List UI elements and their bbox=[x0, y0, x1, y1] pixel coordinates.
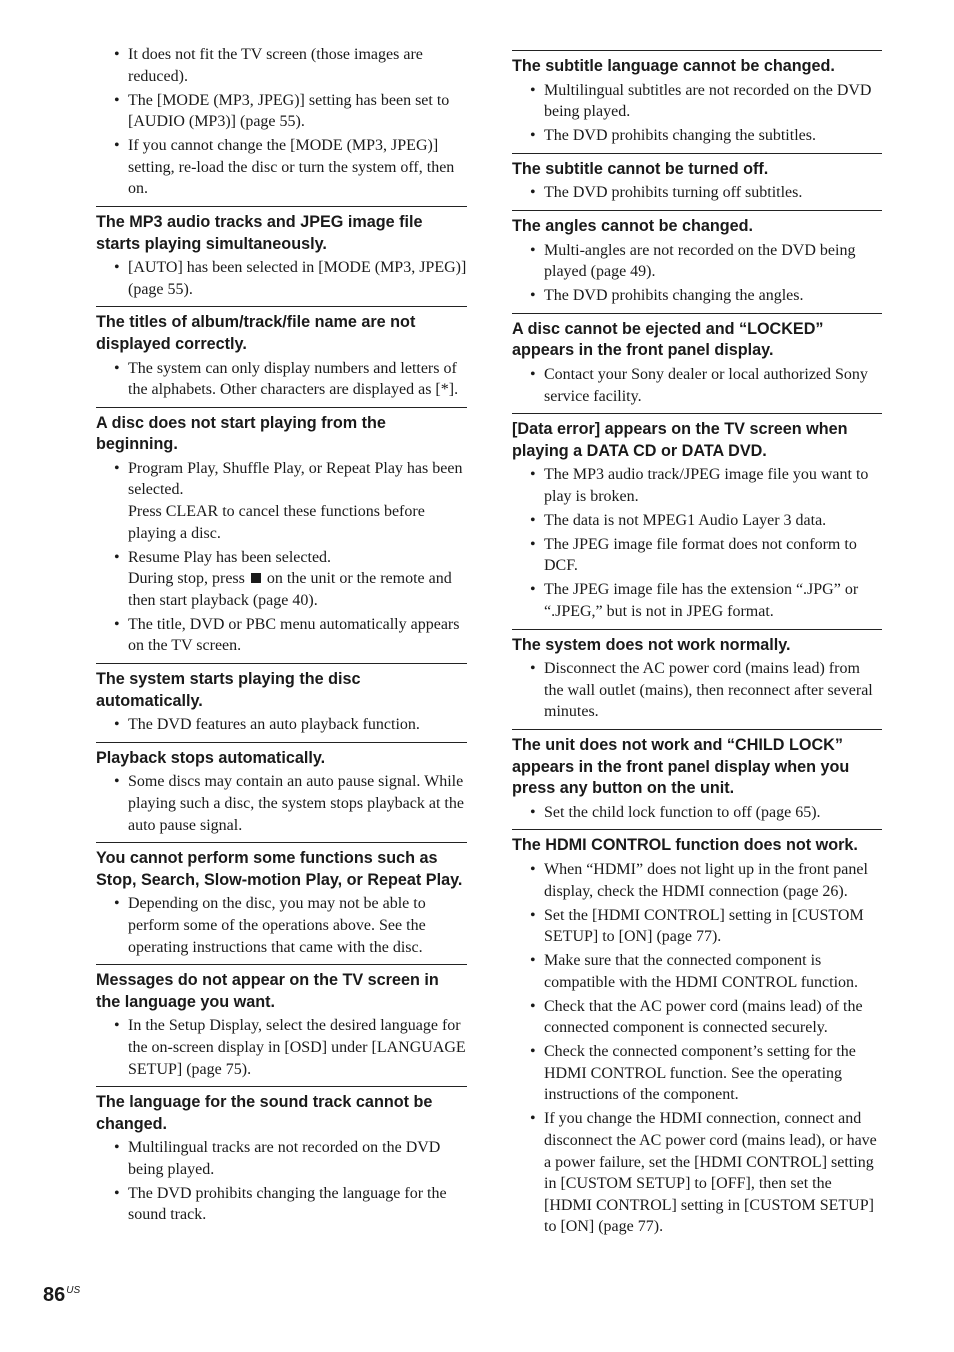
list-item: • Make sure that the connected component is compatible with the HDMI CONTROL function. bbox=[530, 952, 859, 991]
item-text: The DVD prohibits changing the subtitles. bbox=[544, 127, 816, 145]
list-item: • Resume Play has been selected. During stop, press on the unit or the remote and then start playback (page 40). bbox=[96, 547, 467, 612]
bullet-list bbox=[96, 458, 467, 657]
section-heading: The MP3 audio tracks and JPEG image file starts playing simultaneously. bbox=[96, 212, 423, 253]
section-starts-automatically bbox=[96, 663, 467, 736]
item-text: Multi-angles are not recorded on the DVD being played (page 49). bbox=[544, 241, 856, 281]
list-item: • Set the child lock function to off (page 65). bbox=[530, 803, 821, 821]
section-playback-stops bbox=[96, 742, 467, 836]
list-item: • Set the [HDMI CONTROL] setting in [CUSTOM SETUP] to [ON] (page 77). bbox=[530, 906, 864, 946]
bullet-list bbox=[96, 714, 467, 736]
section-data-error bbox=[512, 413, 882, 623]
bullet-list bbox=[512, 80, 882, 147]
section-heading: The subtitle language cannot be changed. bbox=[512, 57, 835, 75]
list-item: • [AUTO] has been selected in [MODE (MP3, JPEG)] (page 55). bbox=[114, 259, 467, 298]
item-text: In the Setup Display, select the desired language for the on-screen display in [OSD] under [LANGUAGE SETUP] (page 75). bbox=[128, 1017, 466, 1078]
bullet-list bbox=[512, 364, 882, 407]
item-text: Depending on the disc, you may not be able to perform some of the operations above. See the operating instructions that came with the disc. bbox=[128, 895, 426, 956]
item-text: The JPEG image file has the extension “.JPG” or “.JPEG,” but is not in JPEG format. bbox=[544, 581, 859, 621]
section-disc-not-from-beginning bbox=[96, 407, 467, 657]
item-text: When “HDMI” does not light up in the front panel display, check the HDMI connection (page 26). bbox=[544, 860, 868, 900]
section-heading: The titles of album/track/file name are not displayed correctly. bbox=[96, 313, 416, 353]
section-heading: The angles cannot be changed. bbox=[512, 216, 754, 235]
item-text: Program Play, Shuffle Play, or Repeat Play has been selected. bbox=[128, 459, 463, 499]
item-text: Set the [HDMI CONTROL] setting in [CUSTOM SETUP] to [ON] (page 77). bbox=[544, 906, 864, 946]
stop-icon bbox=[251, 573, 261, 583]
section-heading: Playback stops automatically. bbox=[96, 748, 326, 767]
list-item: • If you change the HDMI connection, connect and disconnect the AC power cord (mains lead), or have a power failure, set the [HDMI CONTROL] setting in [CUSTOM SETUP] to [OFF], then set the [HDMI CONTROL] setting in [CUSTOM SETUP] to [ON] (page 77). bbox=[530, 1110, 877, 1236]
bullet-list bbox=[96, 44, 467, 200]
section-messages-language bbox=[96, 964, 467, 1080]
list-item: • The [MODE (MP3, JPEG)] setting has been set to [AUDIO (MP3)] (page 55). bbox=[114, 91, 450, 131]
item-text: Multilingual subtitles are not recorded on the DVD being played. bbox=[544, 81, 872, 121]
item-text: The DVD features an auto playback function. bbox=[128, 716, 420, 734]
list-item: • The system can only display numbers and letters of the alphabets. Other characters are displayed as [*]. bbox=[114, 359, 459, 399]
item-text: [AUTO] has been selected in [MODE (MP3, JPEG)] (page 55). bbox=[128, 259, 467, 298]
list-item: • Multilingual tracks are not recorded on the DVD being played. bbox=[114, 1139, 441, 1178]
bullet-list bbox=[96, 893, 467, 958]
item-text: The system can only display numbers and letters of the alphabets. Other characters are displayed as [*]. bbox=[128, 359, 459, 399]
section-heading: You cannot perform some functions such as Stop, Search, Slow-motion Play, or Repeat Play. bbox=[96, 849, 463, 889]
list-item: • Multi-angles are not recorded on the DVD being played (page 49). bbox=[530, 241, 856, 281]
bullet-list bbox=[96, 358, 467, 401]
item-text: The data is not MPEG1 Audio Layer 3 data. bbox=[544, 511, 827, 529]
list-item: • If you cannot change the [MODE (MP3, JPEG)] setting, re-load the disc or turn the system off, then on. bbox=[114, 137, 455, 198]
page-number-suffix: US bbox=[66, 1285, 81, 1296]
left-column bbox=[96, 44, 467, 1228]
section-heading: The system does not work normally. bbox=[512, 635, 791, 654]
section-system-abnormal bbox=[512, 629, 882, 723]
list-item: • Depending on the disc, you may not be able to perform some of the operations above. See the operating instructions that came with the disc. bbox=[114, 895, 426, 956]
item-text: The MP3 audio track/JPEG image file you want to play is broken. bbox=[544, 466, 869, 505]
section-sound-track-language bbox=[96, 1086, 467, 1226]
item-text: Resume Play has been selected. bbox=[128, 548, 332, 566]
list-item: • The MP3 audio track/JPEG image file you want to play is broken. bbox=[530, 466, 869, 505]
section-child-lock bbox=[512, 729, 882, 823]
bullet-list bbox=[512, 802, 882, 824]
item-text: If you change the HDMI connection, connect and disconnect the AC power cord (mains lead), or have a power failure, set the [HDMI CONTROL] setting in [CUSTOM SETUP] to [OFF], then set the [HDMI CONTROL] setting in [CUSTOM SETUP] to [ON] (page 77). bbox=[544, 1110, 877, 1236]
list-item: • In the Setup Display, select the desired language for the on-screen display in [OSD] under [LANGUAGE SETUP] (page 75). bbox=[114, 1017, 466, 1078]
list-item: • The DVD features an auto playback function. bbox=[114, 716, 420, 734]
page-number-value: 86 bbox=[43, 1284, 66, 1306]
section-heading: A disc does not start playing from the beginning. bbox=[96, 413, 386, 454]
intro-section bbox=[96, 44, 467, 200]
section-angles bbox=[512, 210, 882, 307]
list-item: • The DVD prohibits changing the subtitles. bbox=[530, 127, 816, 145]
right-column bbox=[512, 44, 882, 1240]
list-item: • The DVD prohibits changing the language for the sound track. bbox=[114, 1184, 447, 1224]
list-item: • Program Play, Shuffle Play, or Repeat Play has been selected. Press CLEAR to cancel these functions before playing a disc. bbox=[96, 458, 467, 544]
section-titles-not-displayed bbox=[96, 306, 467, 400]
list-item: • Disconnect the AC power cord (mains lead) from the wall outlet (mains), then reconnect after several minutes. bbox=[530, 660, 873, 721]
section-heading: The language for the sound track cannot be changed. bbox=[96, 1093, 433, 1133]
item-text: The DVD prohibits turning off subtitles. bbox=[544, 184, 803, 202]
section-subtitle-off bbox=[512, 153, 882, 204]
item-text: Check that the AC power cord (mains lead) of the connected component is connected securely. bbox=[544, 997, 863, 1037]
list-item: • When “HDMI” does not light up in the front panel display, check the HDMI connection (page 26). bbox=[530, 860, 868, 900]
note-text: on the unit or the remote and then start playback (page 40). bbox=[128, 570, 452, 609]
bullet-list bbox=[512, 240, 882, 307]
section-heading: A disc cannot be ejected and “LOCKED” appears in the front panel display. bbox=[512, 319, 824, 360]
item-text: If you cannot change the [MODE (MP3, JPEG)] setting, re-load the disc or turn the system off, then on. bbox=[128, 137, 455, 198]
item-text: Check the connected component’s setting for the HDMI CONTROL function. See the operating instructions of the component. bbox=[544, 1043, 856, 1104]
bullet-list bbox=[512, 859, 882, 1238]
section-heading: [Data error] appears on the TV screen when playing a DATA CD or DATA DVD. bbox=[512, 420, 848, 460]
section-mp3-jpeg-simultaneous bbox=[96, 206, 467, 300]
item-text: It does not fit the TV screen (those images are reduced). bbox=[128, 46, 423, 85]
section-heading: Messages do not appear on the TV screen in the language you want. bbox=[96, 971, 439, 1011]
bullet-list bbox=[96, 1015, 467, 1080]
item-note bbox=[128, 568, 467, 611]
item-text: Disconnect the AC power cord (mains lead) from the wall outlet (mains), then reconnect after several minutes. bbox=[544, 660, 873, 721]
list-item: • It does not fit the TV screen (those images are reduced). bbox=[114, 46, 423, 85]
section-heading: The system starts playing the disc automatically. bbox=[96, 670, 361, 710]
bullet-list bbox=[96, 771, 467, 836]
item-text: The title, DVD or PBC menu automatically appears on the TV screen. bbox=[128, 615, 460, 655]
list-item: • The DVD prohibits changing the angles. bbox=[530, 287, 804, 305]
item-text: Multilingual tracks are not recorded on the DVD being played. bbox=[128, 1139, 441, 1178]
list-item: • The DVD prohibits turning off subtitles. bbox=[530, 184, 803, 202]
item-text: The [MODE (MP3, JPEG)] setting has been set to [AUDIO (MP3)] (page 55). bbox=[128, 91, 450, 131]
item-text: The DVD prohibits changing the language for the sound track. bbox=[128, 1184, 447, 1224]
list-item: • The title, DVD or PBC menu automatically appears on the TV screen. bbox=[114, 615, 460, 655]
item-note: Press CLEAR to cancel these functions before playing a disc. bbox=[128, 503, 425, 542]
bullet-list bbox=[512, 658, 882, 723]
section-heading: The subtitle cannot be turned off. bbox=[512, 159, 769, 178]
section-heading: The HDMI CONTROL function does not work. bbox=[512, 836, 858, 855]
item-text: Make sure that the connected component is compatible with the HDMI CONTROL function. bbox=[544, 952, 859, 991]
item-text: Contact your Sony dealer or local authorized Sony service facility. bbox=[544, 365, 868, 405]
bullet-list bbox=[96, 257, 467, 300]
note-text: During stop, press bbox=[128, 570, 245, 588]
item-text: Set the child lock function to off (page 65). bbox=[544, 803, 821, 821]
section-heading: The unit does not work and “CHILD LOCK” appears in the front panel display when you press any button on the unit. bbox=[512, 735, 850, 798]
section-disc-locked bbox=[512, 313, 882, 407]
bullet-list bbox=[512, 182, 882, 204]
list-item: • Multilingual subtitles are not recorded on the DVD being played. bbox=[530, 81, 872, 121]
item-text: Some discs may contain an auto pause signal. While playing such a disc, the system stops playback at the auto pause signal. bbox=[128, 773, 464, 834]
bullet-list bbox=[512, 464, 882, 622]
section-subtitle-language bbox=[512, 50, 882, 147]
list-item: • Check the connected component’s setting for the HDMI CONTROL function. See the operating instructions of the component. bbox=[530, 1043, 856, 1104]
list-item: • The JPEG image file format does not conform to DCF. bbox=[530, 535, 857, 575]
list-item: • Contact your Sony dealer or local authorized Sony service facility. bbox=[530, 365, 868, 405]
section-hdmi-control bbox=[512, 829, 882, 1238]
list-item: • Some discs may contain an auto pause signal. While playing such a disc, the system stops playback at the auto pause signal. bbox=[114, 773, 464, 834]
list-item: • Check that the AC power cord (mains lead) of the connected component is connected securely. bbox=[530, 997, 863, 1037]
bullet-list bbox=[96, 1137, 467, 1226]
item-text: The DVD prohibits changing the angles. bbox=[544, 287, 804, 305]
item-text: The JPEG image file format does not conform to DCF. bbox=[544, 535, 857, 575]
list-item: • The JPEG image file has the extension “.JPG” or “.JPEG,” but is not in JPEG format. bbox=[530, 581, 859, 621]
list-item: • The data is not MPEG1 Audio Layer 3 data. bbox=[530, 511, 827, 529]
section-cannot-perform-functions bbox=[96, 842, 467, 958]
page-number bbox=[43, 1284, 80, 1307]
